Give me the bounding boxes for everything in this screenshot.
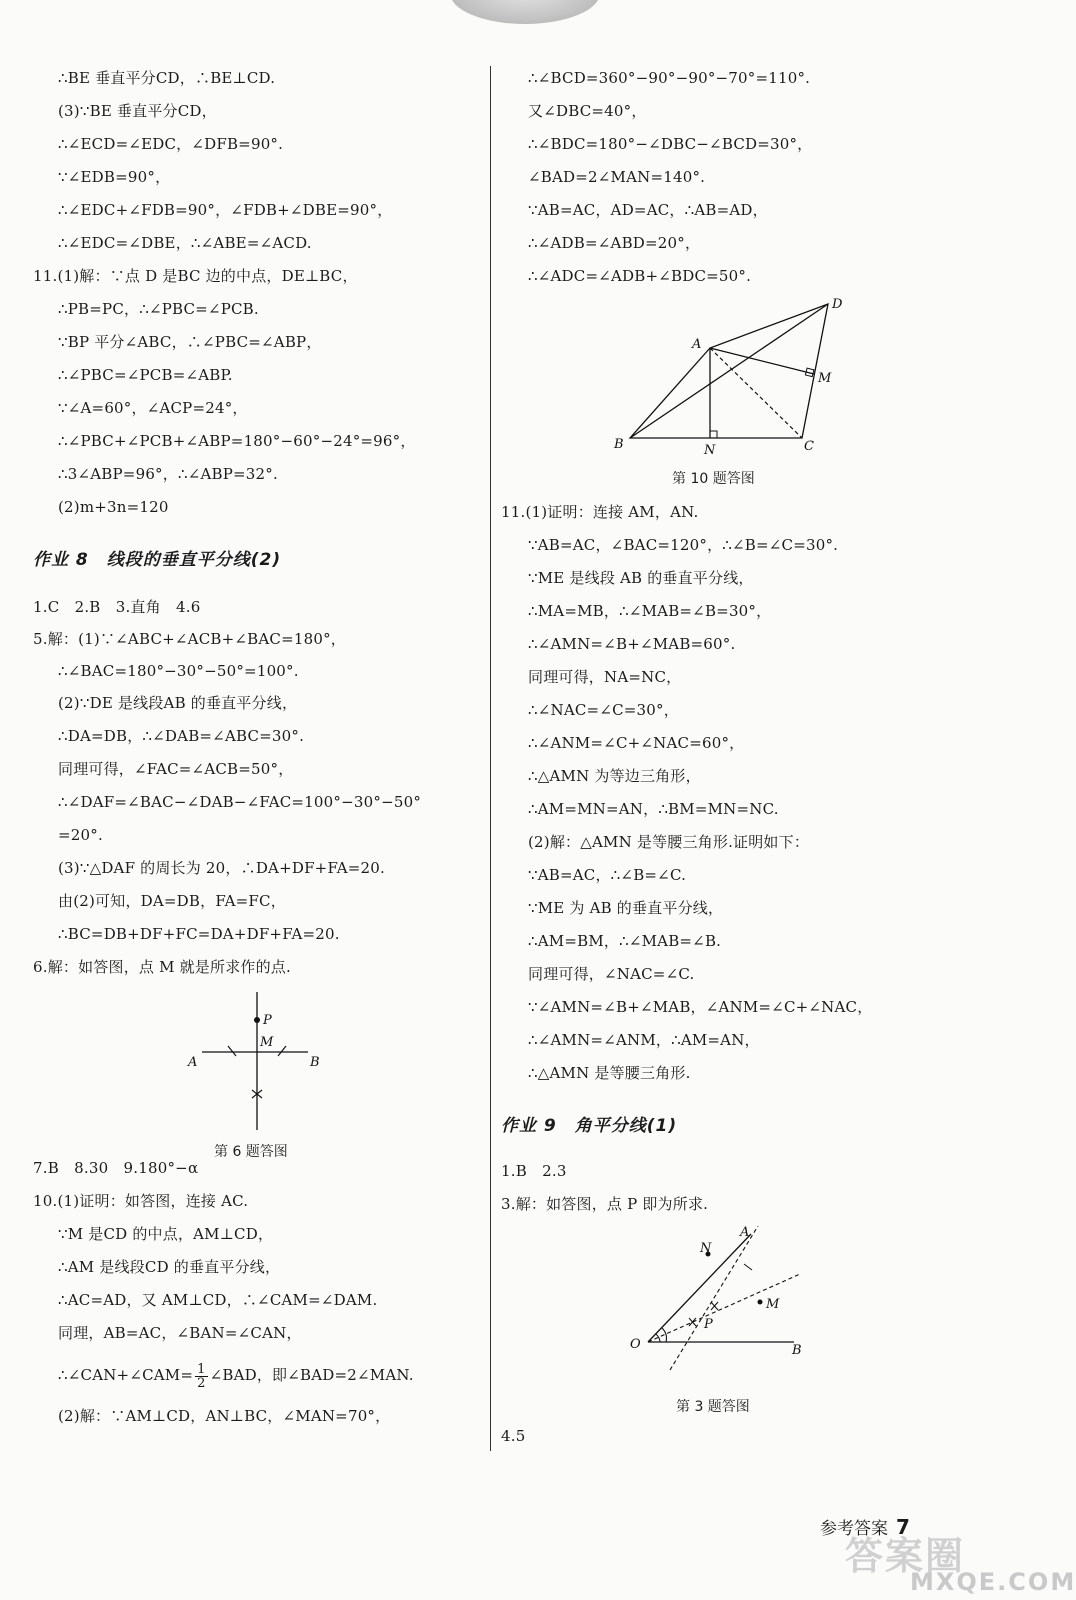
frac-line-post: ∠BAD，即∠BAD=2∠MAN. [209, 1366, 414, 1384]
text-line: ∵AB=AC，AD=AC，∴AB=AD， [528, 201, 768, 219]
point-m [758, 1300, 763, 1305]
text-line: ∴∠EDC=∠DBE，∴∠ABE=∠ACD. [58, 234, 312, 252]
text-line: ∴MA=MB，∴∠MAB=∠B=30°， [528, 602, 772, 620]
text-line: ∴∠ADB=∠ABD=20°， [528, 234, 701, 252]
label-m: M [260, 1035, 274, 1050]
text-line: ∴∠NAC=∠C=30°， [528, 701, 679, 719]
label-m: M [766, 1297, 780, 1312]
text-line: =20°. [58, 826, 103, 844]
text-line: ∴∠BAC=180°−30°−50°=100°. [58, 662, 299, 680]
label-o: O [630, 1337, 641, 1352]
label-n: N [704, 443, 716, 458]
text-line: ∴3∠ABP=96°，∴∠ABP=32°. [58, 465, 278, 483]
text-line: (2)∵DE 是线段AB 的垂直平分线， [58, 694, 298, 712]
text-line: ∴BE 垂直平分CD，∴BE⊥CD. [58, 69, 276, 87]
text-line: (3)∵△DAF 的周长为 20，∴DA+DF+FA=20. [58, 859, 386, 877]
text-line: 11.(1)证明：连接 AM，AN. [501, 503, 699, 521]
text-line: 6.解：如答图，点 M 就是所求作的点. [33, 958, 291, 976]
figure-6-caption: 第 6 题答图 [214, 1144, 288, 1160]
text-line: 同理，AB=AC，∠BAN=∠CAN， [58, 1324, 302, 1342]
text-line: 7.B 8.30 9.180°−α [33, 1159, 199, 1177]
label-n: N [700, 1241, 712, 1256]
arc-mark [278, 1046, 286, 1056]
arc-mark [744, 1264, 752, 1270]
text-line: ∴BC=DB+DF+FC=DA+DF+FA=20. [58, 925, 340, 943]
page-number: 7 [896, 1515, 910, 1539]
figure-10-caption: 第 10 题答图 [672, 471, 755, 487]
footer-label: 参考答案 [820, 1519, 888, 1539]
text-line: ∴∠PBC+∠PCB+∠ABP=180°−60°−24°=96°， [58, 432, 416, 450]
text-line: ∴∠BDC=180°−∠DBC−∠BCD=30°， [528, 135, 813, 153]
text-line: (2)m+3n=120 [58, 498, 169, 516]
perpendicular-bisector-mn [670, 1226, 758, 1370]
text-line: 11.(1)解：∵点 D 是BC 边的中点，DE⊥BC， [33, 267, 358, 285]
point-p [254, 1017, 260, 1023]
text-line: ∴∠AMN=∠ANM，∴AM=AN， [528, 1031, 760, 1049]
text-line: ∴∠AMN=∠B+∠MAB=60°. [528, 635, 736, 653]
label-a: A [740, 1225, 750, 1240]
text-line: ∴PB=PC，∴∠PBC=∠PCB. [58, 300, 259, 318]
text-line: 同理可得，∠NAC=∠C. [528, 965, 695, 983]
segment-ac [710, 348, 802, 438]
text-line: ∴∠ADC=∠ADB+∠BDC=50°. [528, 267, 752, 285]
text-line: 同理可得，NA=NC， [528, 668, 682, 686]
label-d: D [832, 297, 843, 312]
label-a: A [188, 1055, 198, 1070]
text-line: 4.5 [501, 1427, 526, 1445]
text-line: (2)解：△AMN 是等腰三角形.证明如下： [528, 833, 810, 851]
label-p: P [704, 1317, 713, 1332]
segment-am [710, 348, 814, 374]
text-line: (3)∵BE 垂直平分CD， [58, 102, 217, 120]
text-line: 由(2)可知，DA=DB，FA=FC， [58, 892, 286, 910]
watermark-logo: 答案圈 [845, 1534, 966, 1578]
text-line: ∵∠EDB=90°， [58, 168, 171, 186]
section-title-8: 作业 8 线段的垂直平分线(2) [33, 550, 282, 570]
figure-6 [180, 990, 340, 1135]
text-line: ∴DA=DB，∴∠DAB=∠ABC=30°. [58, 727, 305, 745]
right-angle-n [710, 431, 717, 438]
label-b: B [310, 1055, 320, 1070]
text-line: ∵∠A=60°，∠ACP=24°， [58, 399, 248, 417]
watermark-url: MXQE.COM [910, 1568, 1076, 1596]
section-title-9: 作业 9 角平分线(1) [501, 1116, 678, 1136]
figure-3-caption: 第 3 题答图 [676, 1399, 750, 1415]
text-line: 10.(1)证明：如答图，连接 AC. [33, 1192, 249, 1210]
fraction-denominator: 2 [197, 1375, 206, 1391]
text-line: ∵BP 平分∠ABC，∴∠PBC=∠ABP， [58, 333, 322, 351]
text-line: 又∠DBC=40°， [528, 102, 647, 120]
label-c: C [804, 439, 814, 454]
text-line: ∵AB=AC，∠BAC=120°，∴∠B=∠C=30°. [528, 536, 839, 554]
figure-3 [626, 1222, 816, 1382]
text-line: (2)解：∵AM⊥CD，AN⊥BC，∠MAN=70°， [58, 1407, 391, 1425]
text-line: ∴∠BCD=360°−90°−90°−70°=110°. [528, 69, 811, 87]
text-line: ∠BAD=2∠MAN=140°. [528, 168, 706, 186]
segment-bd [630, 304, 828, 438]
text-line: ∴AM=MN=AN，∴BM=MN=NC. [528, 800, 779, 818]
arc-mark [228, 1046, 236, 1056]
label-m: M [818, 371, 832, 386]
label-a: A [692, 337, 702, 352]
text-line: ∵ME 是线段 AB 的垂直平分线， [528, 569, 754, 587]
label-p: P [263, 1013, 272, 1028]
text-line: ∴∠DAF=∠BAC−∠DAB−∠FAC=100°−30°−50° [58, 793, 422, 811]
fraction-half [195, 1363, 207, 1390]
text-line: ∴AM=BM，∴∠MAB=∠B. [528, 932, 722, 950]
text-line: ∵AB=AC，∴∠B=∠C. [528, 866, 687, 884]
text-line: 3.解：如答图，点 P 即为所求. [501, 1195, 709, 1213]
figure-10 [606, 290, 846, 460]
text-line: ∴AC=AD，又 AM⊥CD，∴∠CAM=∠DAM. [58, 1291, 378, 1309]
label-b: B [792, 1343, 802, 1358]
page-top-decoration [450, 0, 600, 24]
text-line: 同理可得，∠FAC=∠ACB=50°， [58, 760, 294, 778]
fraction-numerator: 1 [197, 1361, 206, 1377]
frac-line-pre: ∴∠CAN+∠CAM= [58, 1366, 194, 1384]
text-line: ∴AM 是线段CD 的垂直平分线， [58, 1258, 281, 1276]
text-line-fraction [58, 1360, 414, 1390]
column-divider [490, 66, 491, 1451]
text-line: ∴∠ANM=∠C+∠NAC=60°， [528, 734, 745, 752]
text-line: ∵∠AMN=∠B+∠MAB，∠ANM=∠C+∠NAC， [528, 998, 873, 1016]
text-line: ∴∠PBC=∠PCB=∠ABP. [58, 366, 233, 384]
text-line: ∴∠ECD=∠EDC，∠DFB=90°. [58, 135, 284, 153]
text-line: ∵M 是CD 的中点，AM⊥CD， [58, 1225, 274, 1243]
label-b: B [614, 437, 624, 452]
text-line: 1.B 2.3 [501, 1162, 567, 1180]
text-line: ∵ME 为 AB 的垂直平分线， [528, 899, 724, 917]
text-line: ∴△AMN 为等边三角形， [528, 767, 701, 785]
text-line: ∴∠EDC+∠FDB=90°，∠FDB+∠DBE=90°， [58, 201, 393, 219]
text-line: 5.解：(1)∵∠ABC+∠ACB+∠BAC=180°， [33, 630, 346, 648]
text-line: 1.C 2.B 3.直角 4.6 [33, 598, 201, 616]
text-line: ∴△AMN 是等腰三角形. [528, 1064, 691, 1082]
